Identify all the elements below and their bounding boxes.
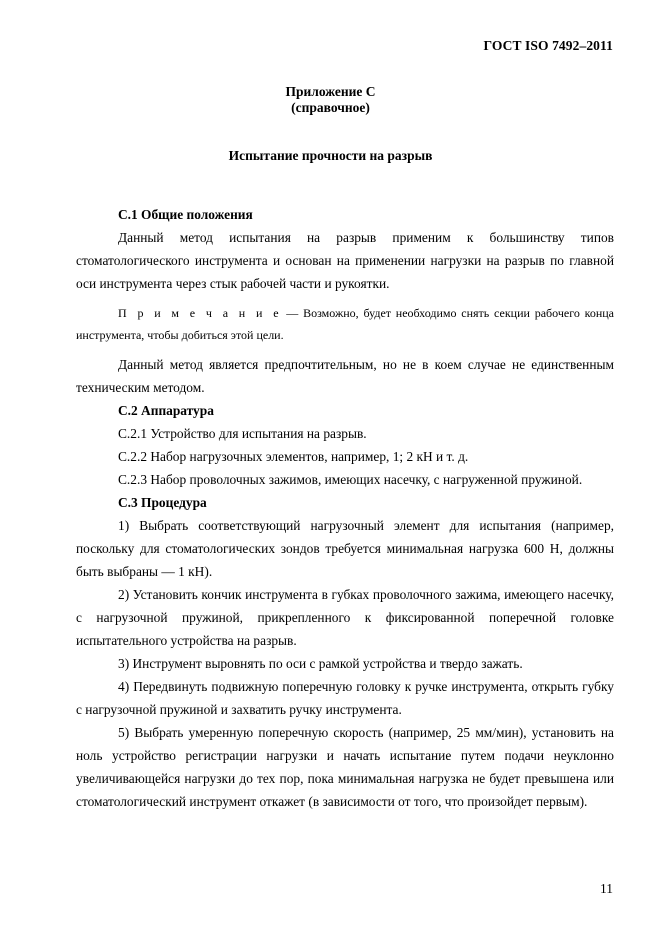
procedure-step: 4) Передвинуть подвижную поперечную головку к ручке инструмента, открыть губку с нагрузочной пружиной и захватить ручку инструмента. <box>76 679 614 717</box>
annex-title: Приложение С <box>285 84 376 99</box>
annex-subject-title: Испытание прочности на разрыв <box>228 148 433 163</box>
procedure-step: 2) Установить кончик инструмента в губках проволочного зажима, имеющего насечку, с нагрузочной пружиной, прикрепленного к фиксированной поперечной головке испытательного устройства на разрыв. <box>76 587 614 648</box>
section-heading-apparatus: С.2 Аппаратура <box>118 403 214 418</box>
document-body <box>76 203 614 813</box>
annex-status: (справочное) <box>291 100 370 115</box>
annex-title-block <box>0 84 661 116</box>
procedure-step: 3) Инструмент выровнять по оси с рамкой устройства и твердо зажать. <box>118 656 523 671</box>
note-label: П р и м е ч а н и е <box>118 306 282 320</box>
procedure-step: 5) Выбрать умеренную поперечную скорость (например, 25 мм/мин), установить на ноль устройство регистрации нагрузки и начать испытание путем подачи неуклонно увеличивающейся нагрузки до тех пор, пока минимальная нагрузка не будет превышена или стоматологический инструмент откажет (в зависимости от того, что произойдет первым). <box>76 725 614 809</box>
section-heading-procedure: С.3 Процедура <box>118 495 207 510</box>
section-heading-general: С.1 Общие положения <box>118 207 253 222</box>
standard-designation: ГОСТ ISO 7492–2011 <box>483 38 613 53</box>
general-paragraph-2: Данный метод является предпочтительным, но не в коем случае не единственным техническим методом. <box>76 357 614 395</box>
page-number: 11 <box>600 881 613 896</box>
note-text: — Возможно, будет необходимо снять секции рабочего конца инструмента, чтобы добиться этой цели. <box>76 306 614 342</box>
apparatus-item: С.2.3 Набор проволочных зажимов, имеющих насечку, с нагруженной пружиной. <box>118 472 583 487</box>
apparatus-item: С.2.1 Устройство для испытания на разрыв. <box>118 426 367 441</box>
apparatus-item: С.2.2 Набор нагрузочных элементов, например, 1; 2 кН и т. д. <box>118 449 469 464</box>
procedure-step: 1) Выбрать соответствующий нагрузочный элемент для испытания (например, поскольку для стоматологических зондов требуется минимальная нагрузка 600 Н, должны быть выбраны — 1 кН). <box>76 518 614 579</box>
note <box>76 302 614 346</box>
general-paragraph: Данный метод испытания на разрыв применим к большинству типов стоматологического инструмента и основан на применении нагрузки на разрыв по главной оси инструмента через стык рабочей части и рукоятки. <box>76 230 614 291</box>
